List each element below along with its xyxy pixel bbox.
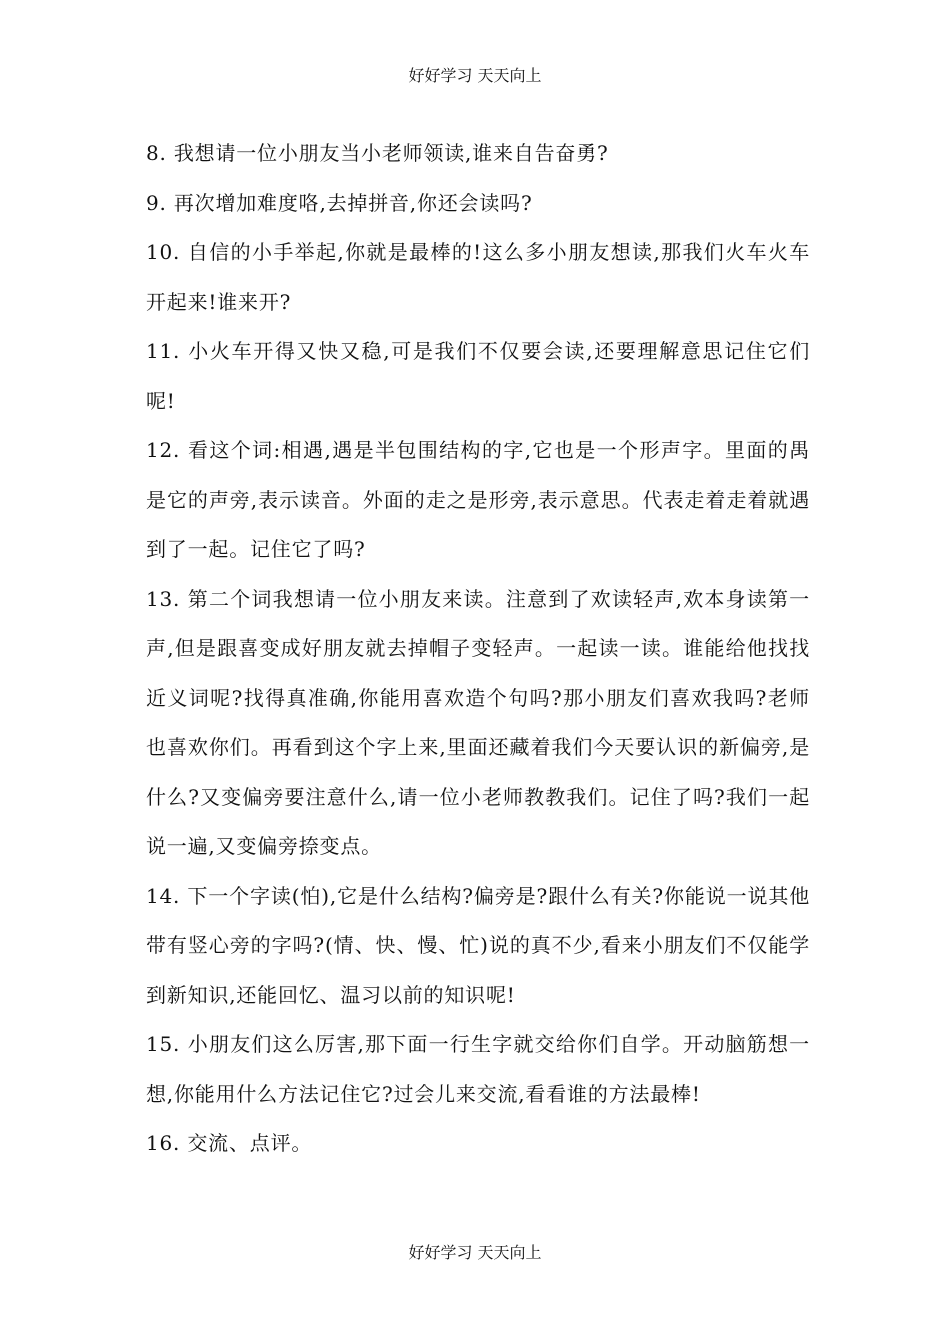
paragraph-15: 15. 小朋友们这么厉害,那下面一行生字就交给你们自学。开动脑筋想一想,你能用什么方法记住它?过会儿来交流,看看谁的方法最棒! — [146, 1032, 810, 1106]
page-footer: 好好学习 天天向上 — [408, 1243, 542, 1262]
paragraph-8: 8. 我想请一位小朋友当小老师领读,谁来自告奋勇? — [146, 141, 609, 165]
paragraph-16: 16. 交流、点评。 — [146, 1131, 313, 1155]
paragraph-14: 14. 下一个字读(怕),它是什么结构?偏旁是?跟什么有关?你能说一说其他带有竖心旁的字吗?(情、快、慢、忙)说的真不少,看来小朋友们不仅能学到新知识,还能回忆、温习以前的知识呢! — [146, 883, 810, 1007]
paragraph-10: 10. 自信的小手举起,你就是最棒的!这么多小朋友想读,那我们火车火车开起来!谁来开? — [146, 240, 810, 314]
paragraph-9: 9. 再次增加难度咯,去掉拼音,你还会读吗? — [146, 190, 533, 215]
paragraph-13: 13. 第二个词我想请一位小朋友来读。注意到了欢读轻声,欢本身读第一声,但是跟喜变成好朋友就去掉帽子变轻声。一起读一读。谁能给他找找近义词呢?找得真准确,你能用喜欢造个句吗?那小朋友们喜欢我吗?老师也喜欢你们。再看到这个字上来,里面还藏着我们今天要认识的新偏旁,是什么?又变偏旁要注意什么,请一位小老师教教我们。记住了吗?我们一起说一遍,又变偏旁捺变点。 — [146, 586, 810, 858]
document-body — [146, 129, 810, 1169]
page-header: 好好学习 天天向上 — [408, 66, 542, 85]
paragraph-12: 12. 看这个词:相遇,遇是半包围结构的字,它也是一个形声字。里面的禺是它的声旁,表示读音。外面的走之是形旁,表示意思。代表走着走着就遇到了一起。记住它了吗? — [146, 438, 810, 561]
paragraph-11: 11. 小火车开得又快又稳,可是我们不仅要会读,还要理解意思记住它们呢! — [146, 339, 810, 413]
